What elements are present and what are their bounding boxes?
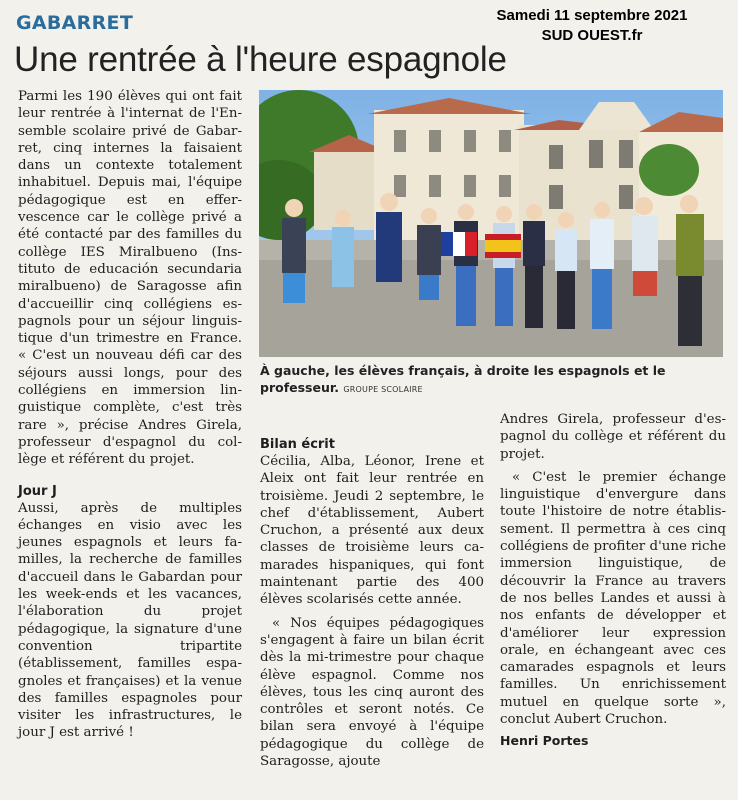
headline: Une rentrée à l'heure espagnole xyxy=(14,40,507,79)
french-flag-icon xyxy=(441,232,477,256)
article-paragraph: Parmi les 190 élèves qui ont fait leur rentrée à l'internat de l'Ensemble scolaire privé de Gabarret, cinq internes la faisaient dans un contexte totalement inhabituel. Depuis mai, l'équipe pédagogique est en effervescence car le collège privé a été contacté par des familles du collège IES Miralbueno (Instituto de educación secundaria miralbueno) de Saragosse afin d'accueillir cinq collégiens espagnols pour un séjour linguistique d'un trimestre en France. « C'est un nouveau défi car des séjours aussi longs, pour des collégiens en immersion linguistique complète, c'est très rare », précise Andres Girela, professeur d'espagnol du collège et référent du projet. xyxy=(18,89,242,468)
subhead-jour-j: Jour J xyxy=(18,483,57,499)
photo-caption-text: À gauche, les élèves français, à droite les espagnols et le professeur. xyxy=(260,363,666,395)
article-paragraph: « C'est le premier échange linguistique d'envergure dans toute l'histoire de notre établissement. Il permettra à ces cinq collégiens de profiter d'une riche immersion linguistique, de découvrir la France au travers de nos belles Landes et aussi à nos enfants de développer et d'améliorer leur expression orale, en échangeant avec ces camarades espagnols et leurs familles. Un enrichissement mutuel en quelque sorte », conclut Aubert Cruchon. xyxy=(500,469,726,728)
article-paragraph: « Nos équipes pédagogiques s'engagent à faire un bilan écrit dès la mi-trimestre pour chaque élève espagnol. Comme nos élèves, tous les cinq auront des contrôles et seront notés. Ce bilan sera envoyé à l'équipe pédagogique du collège de Saragosse, ajoute xyxy=(260,615,484,770)
article-photo xyxy=(259,90,723,357)
photo-caption xyxy=(260,362,724,398)
subhead-bilan-ecrit: Bilan écrit xyxy=(260,437,335,452)
article-column-2 xyxy=(260,436,484,770)
article-paragraph: Aussi, après de multiples échanges en visio avec les jeunes espagnols et leurs familles, la recherche de familles d'accueil dans le Gabardan pour les week-ends et les vacances, l'élaboration du projet pédagogique, la signature d'une convention tripartite (établissement, familles espagnoles et françaises) et la venue des familles espagnoles pour visiter les infrastructures, le jour J est arrivé ! xyxy=(18,500,242,741)
section-label: GABARRET xyxy=(16,12,134,34)
photo-credit: GROUPE SCOLAIRE xyxy=(343,385,423,394)
publication-date: Samedi 11 septembre 2021 xyxy=(496,7,688,24)
group-photo-illustration xyxy=(259,90,723,357)
author-byline: Henri Portes xyxy=(500,733,589,749)
article-paragraph: Cécilia, Alba, Léonor, Irene et Aleix ont fait leur rentrée en troisième. Jeudi 2 septembre, le chef d'établissement, Aubert Cruchon, a présenté aux deux classes de troisième leurs camarades hispaniques, qui font maintenant partie des 400 élèves scolarisés cette année. xyxy=(260,454,484,608)
article-paragraph: Andres Girela, professeur d'espagnol du collège et référent du projet. xyxy=(500,412,726,462)
article-column-3 xyxy=(500,411,726,749)
spanish-flag-icon xyxy=(485,234,521,258)
article-column-1 xyxy=(18,88,242,742)
publication-source: SUD OUEST.fr xyxy=(541,27,643,44)
